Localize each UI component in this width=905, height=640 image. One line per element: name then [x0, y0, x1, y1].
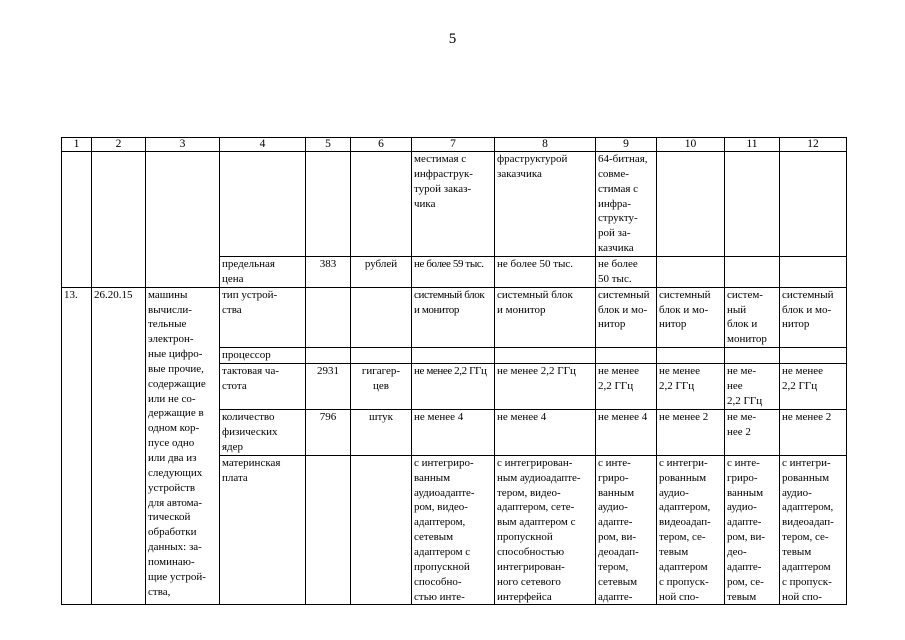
cell-empty: [306, 455, 351, 604]
cell-freq-col7: не менее 2,2 ГГц: [412, 363, 495, 409]
header-col-2: 2: [92, 138, 146, 152]
cell-empty: [62, 152, 92, 288]
cell-processor-label: процессор: [220, 348, 306, 364]
specification-table: [61, 137, 847, 605]
cell-cores-col11: не ме- нее 2: [725, 409, 780, 455]
cell-empty: [780, 152, 847, 257]
cell-empty: [351, 455, 412, 604]
cell-empty: [725, 257, 780, 288]
cell-empty: [657, 152, 725, 257]
cell-empty: [220, 152, 306, 257]
cell-price-unit: рублей: [351, 257, 412, 288]
cell-cores-label: количество физических ядер: [220, 409, 306, 455]
cell-price-col9: не более 50 тыс.: [596, 257, 657, 288]
header-col-5: 5: [306, 138, 351, 152]
cell-freq-col11: не ме- нее 2,2 ГГц: [725, 363, 780, 409]
cell-freq-col12: не менее 2,2 ГГц: [780, 363, 847, 409]
cell-empty: [306, 348, 351, 364]
header-col-3: 3: [146, 138, 220, 152]
header-col-1: 1: [62, 138, 92, 152]
table-row-device-type: [62, 287, 847, 347]
cell-device-col12: системный блок и мо- нитор: [780, 287, 847, 347]
cell-item-name: машины вычисли- тельные электрон- ные цифро- вые прочие, содержащие или не со- держащие в одном кор- пусе одно или два из следующих устройств для автома- тической обработки данных: за- поминаю- щие устрой- ства,: [146, 287, 220, 605]
cell-price-code: 383: [306, 257, 351, 288]
cell-freq-label: тактовая ча- стота: [220, 363, 306, 409]
cell-empty: [146, 152, 220, 288]
header-col-10: 10: [657, 138, 725, 152]
cell-empty: [725, 348, 780, 364]
cell-cores-col10: не менее 2: [657, 409, 725, 455]
cell-cores-col8: не менее 4: [495, 409, 596, 455]
header-col-9: 9: [596, 138, 657, 152]
page-number: 5: [448, 31, 457, 47]
cell-freq-unit: гигагер- цев: [351, 363, 412, 409]
cell-empty: [306, 152, 351, 257]
cell-freq-col8: не менее 2,2 ГГц: [495, 363, 596, 409]
cell-empty: [351, 287, 412, 347]
cell-board-col10: с интегри- рованным аудио- адаптером, видеоадап- тером, се- тевым адаптером с пропуск- ной спо-: [657, 455, 725, 604]
cell-empty: [596, 348, 657, 364]
cell-cores-unit: штук: [351, 409, 412, 455]
cell-cores-col9: не менее 4: [596, 409, 657, 455]
cell-board-col9: с инте- гриро- ванным аудио- адапте- ром, ви- деоадап- тером, сетевым адапте-: [596, 455, 657, 604]
cell-cores-code: 796: [306, 409, 351, 455]
cell-cores-col12: не менее 2: [780, 409, 847, 455]
cell-price-col7: не более 59 тыс.: [412, 257, 495, 288]
header-col-12: 12: [780, 138, 847, 152]
table-row-continuation: [62, 152, 847, 257]
cell-col8: фраструктурой заказчика: [495, 152, 596, 257]
header-row: [62, 138, 847, 152]
cell-empty: [657, 257, 725, 288]
cell-board-label: материнская плата: [220, 455, 306, 604]
cell-device-col7: системный блок и монитор: [412, 287, 495, 347]
header-col-8: 8: [495, 138, 596, 152]
cell-device-label: тип устрой- ства: [220, 287, 306, 347]
cell-empty: [306, 287, 351, 347]
cell-empty: [351, 152, 412, 257]
header-col-4: 4: [220, 138, 306, 152]
cell-freq-col9: не менее 2,2 ГГц: [596, 363, 657, 409]
cell-item-code: 26.20.15: [92, 287, 146, 605]
cell-col9: 64-битная, совме- стимая с инфра- структу- рой за- казчика: [596, 152, 657, 257]
cell-item-number: 13.: [62, 287, 92, 605]
cell-price-label: предельная цена: [220, 257, 306, 288]
cell-freq-col10: не менее 2,2 ГГц: [657, 363, 725, 409]
header-col-7: 7: [412, 138, 495, 152]
cell-device-col11: систем- ный блок и монитор: [725, 287, 780, 347]
cell-board-col12: с интегри- рованным аудио- адаптером, видеоадап- тером, се- тевым адаптером с пропуск- ной спо-: [780, 455, 847, 604]
cell-cores-col7: не менее 4: [412, 409, 495, 455]
cell-empty: [780, 348, 847, 364]
cell-empty: [412, 348, 495, 364]
cell-empty: [657, 348, 725, 364]
cell-board-col7: с интегриро- ванным аудиоадапте- ром, видео- адаптером, сетевым адаптером с пропускной способно- стью инте-: [412, 455, 495, 604]
cell-empty: [780, 257, 847, 288]
cell-empty: [725, 152, 780, 257]
header-col-11: 11: [725, 138, 780, 152]
cell-board-col11: с инте- гриро- ванным аудио- адапте- ром, ви- део- адапте- ром, се- тевым: [725, 455, 780, 604]
cell-device-col9: системный блок и мо- нитор: [596, 287, 657, 347]
cell-empty: [92, 152, 146, 288]
cell-freq-code: 2931: [306, 363, 351, 409]
header-col-6: 6: [351, 138, 412, 152]
cell-board-col8: с интегрирован- ным аудиоадапте- тером, видео- адаптером, сете- вым адаптером с пропускной способностью интегрирован- ного сетевого интерфейса: [495, 455, 596, 604]
cell-device-col8: системный блок и монитор: [495, 287, 596, 347]
cell-price-col8: не более 50 тыс.: [495, 257, 596, 288]
cell-col7: местимая с инфраструк- турой заказ- чика: [412, 152, 495, 257]
cell-empty: [495, 348, 596, 364]
cell-empty: [351, 348, 412, 364]
cell-device-col10: системный блок и мо- нитор: [657, 287, 725, 347]
